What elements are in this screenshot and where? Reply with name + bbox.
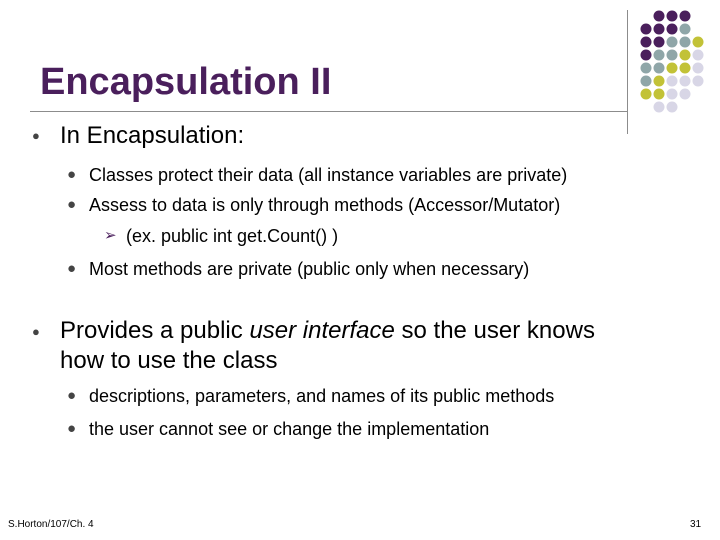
sub-bullet-icon: ● [67, 166, 77, 183]
decorative-dot [680, 63, 691, 74]
decorative-dot [667, 11, 678, 22]
bullet-2-line-1 [60, 316, 595, 346]
vertical-divider [627, 10, 628, 134]
bullet-2-text-italic: user interface [249, 317, 395, 344]
decorative-dot [693, 76, 704, 87]
decorative-dot [641, 63, 652, 74]
arrow-bullet-icon: ➢ [104, 227, 117, 244]
footer-source: S.Horton/107/Ch. 4 [8, 519, 94, 530]
bullet-2-sub-1: descriptions, parameters, and names of its public methods [89, 386, 555, 406]
bullet-icon: ● [32, 324, 40, 339]
decorative-dot [667, 63, 678, 74]
decorative-dot-grid [640, 10, 720, 120]
bullet-2-line-2: how to use the class [60, 347, 278, 374]
sub-bullet-icon: ● [67, 260, 77, 277]
decorative-dot [641, 24, 652, 35]
decorative-dot [654, 50, 665, 61]
decorative-dot [641, 89, 652, 100]
bullet-icon: ● [32, 128, 40, 143]
title-divider [30, 111, 628, 112]
decorative-dot [654, 76, 665, 87]
page-number: 31 [690, 519, 702, 530]
decorative-dot [654, 102, 665, 113]
bullet-1-subsub: (ex. public int get.Count() ) [126, 226, 339, 246]
sub-bullet-icon: ● [67, 196, 77, 213]
decorative-dot [680, 37, 691, 48]
bullet-1-sub-3: Most methods are private (public only when necessary) [89, 259, 530, 279]
bullet-1-sub-1: Classes protect their data (all instance variables are private) [89, 165, 568, 185]
bullet-1-text: In Encapsulation: [60, 122, 245, 149]
decorative-dot [654, 37, 665, 48]
decorative-dot [667, 24, 678, 35]
decorative-dot [693, 37, 704, 48]
decorative-dot [680, 11, 691, 22]
decorative-dot [667, 76, 678, 87]
decorative-dot [667, 37, 678, 48]
decorative-dot [693, 50, 704, 61]
decorative-dot [654, 11, 665, 22]
decorative-dot [680, 50, 691, 61]
decorative-dot [667, 89, 678, 100]
bullet-2-text-before: Provides a public [60, 317, 250, 344]
sub-bullet-icon: ● [67, 387, 77, 404]
decorative-dot [680, 24, 691, 35]
bullet-2-sub-2: the user cannot see or change the implementation [89, 419, 490, 439]
decorative-dot [654, 24, 665, 35]
decorative-dot [680, 89, 691, 100]
decorative-dot [654, 89, 665, 100]
bullet-2-text-after: so the user knows [394, 317, 595, 344]
bullet-1-sub-2: Assess to data is only through methods (Accessor/Mutator) [89, 195, 561, 215]
decorative-dot [680, 76, 691, 87]
sub-bullet-icon: ● [67, 420, 77, 437]
decorative-dot [641, 50, 652, 61]
decorative-dot [641, 76, 652, 87]
decorative-dot [654, 63, 665, 74]
decorative-dot [667, 102, 678, 113]
slide-title: Encapsulation II [40, 61, 332, 103]
decorative-dot [667, 50, 678, 61]
decorative-dot [693, 63, 704, 74]
decorative-dot [641, 37, 652, 48]
